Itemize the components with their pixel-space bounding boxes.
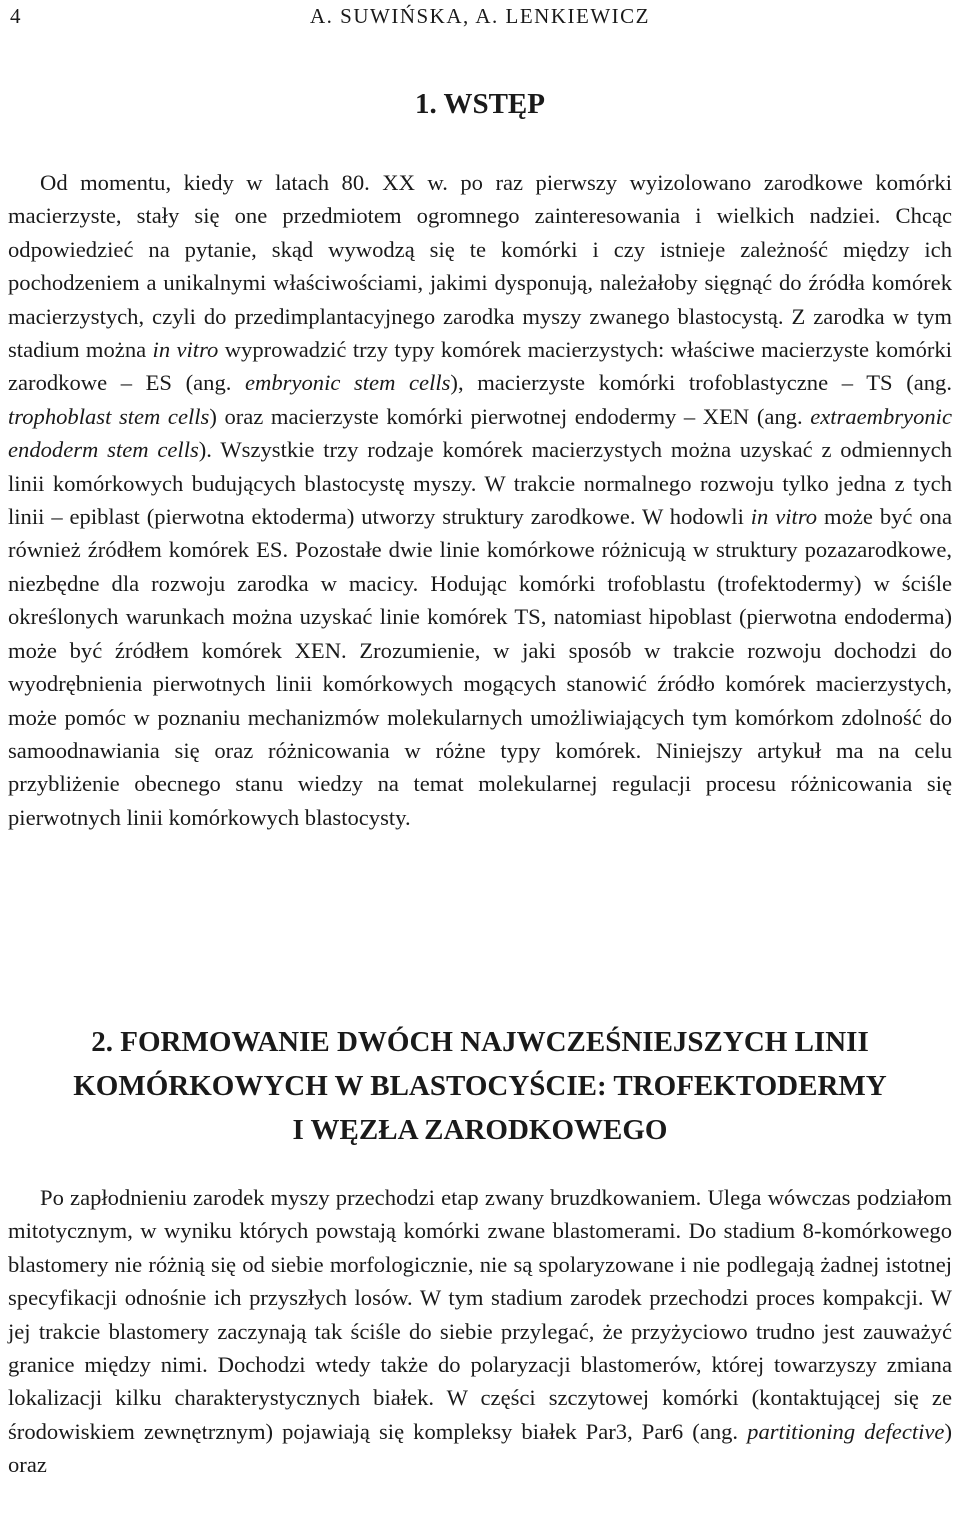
- italic-term: partitioning defective: [747, 1418, 945, 1444]
- text-run: Od momentu, kiedy w latach 80. XX w. po raz pierwszy wyizolowano zarodkowe komórki macierzyste, stały się one przedmiotem ogromnego zainteresowania i wielkich nadziei. Chcąc odpowiedzieć na pytanie, skąd wywodzą się te komórki i czy istnieje zależność między ich pochodzeniem a unikalnymi właściwościami, jakimi dysponują, należałoby sięgnąć do źródła komórek macierzystych, czyli do przedimplantacyjnego zarodka myszy zwanego blastocystą. Z zarodka w tym stadium można: [8, 170, 952, 363]
- section-2-title-line-3: I WĘZŁA ZARODKOWEGO: [292, 1114, 668, 1146]
- text-run: ) oraz: [8, 1418, 952, 1478]
- page-number: 4: [10, 4, 22, 28]
- italic-term: trophoblast stem cells: [8, 403, 210, 429]
- section-2-title-line-1: 2. FORMOWANIE DWÓCH NAJWCZEŚNIEJSZYCH LINII: [91, 1026, 869, 1058]
- section-1-heading: [10, 82, 950, 126]
- text-run: Po zapłodnieniu zarodek myszy przechodzi etap zwany bruzdkowaniem. Ulega wówczas podziałom mitotycznym, w wyniku których powstają komórki zwane blastomerami. Do stadium 8-komórkowego blastomery nie różnią się od siebie morfologicznie, nie są spolaryzowane i nie podlegają żadnej istotnej specyfikacji odnośnie ich przyszłych losów. W tym stadium zarodek przechodzi proces kompakcji. W jej trakcie blastomery zaczynają tak ściśle do siebie przylegać, że przyżyciowo trudno jest zauważyć granice między nimi. Dochodzi wtedy także do polaryzacji blastomerów, której towarzyszy zmiana lokalizacji kilku charakterystycznych białek. W części szczytowej komórki (kontaktującej się ze środowiskiem zewnętrznym) pojawiają się kompleksy białek Par3, Par6 (ang.: [8, 1185, 952, 1444]
- italic-term: embryonic stem cells: [245, 370, 451, 396]
- section-2-paragraph: [8, 1181, 952, 1482]
- text-run: ) oraz macierzyste komórki pierwotnej endodermy – XEN (ang.: [209, 403, 811, 429]
- italic-term: in vitro: [152, 337, 219, 363]
- text-run: ), macierzyste komórki trofoblastyczne – TS (ang.: [450, 370, 953, 396]
- section-1-title: 1. WSTĘP: [414, 88, 545, 120]
- text-run: może być ona również źródłem komórek ES. Pozostałe dwie linie komórkowe różnicują w struktury pozazarodkowe, niezbędne dla rozwoju zarodka w macicy. Hodując komórki trofoblastu (trofektodermy) w ściśle określonych warunkach można uzyskać linie komórek TS, natomiast hipoblast (pierwotna endoderma) może być źródłem komórek XEN. Zrozumienie, w jaki sposób w trakcie rozwoju dochodzi do wyodrębnienia pierwotnych linii komórkowych mogących stanowić źródło komórek macierzystych, może pomóc w poznaniu mechanizmów molekularnych umożliwiających tym komórkom zdolność do samoodnawiania się oraz różnicowania w różne typy komórek. Niniejszy artykuł ma na celu przybliżenie obecnego stanu wiedzy na temat molekularnej regulacji procesu różnicowania się pierwotnych linii komórkowych blastocysty.: [8, 504, 952, 830]
- running-head-authors: A. SUWIŃSKA, A. LENKIEWICZ: [310, 4, 650, 28]
- running-head: [10, 4, 950, 30]
- text-run: ). Wszystkie trzy rodzaje komórek macierzystych można uzyskać z odmiennych linii komórkowych budujących blastocystę myszy. W trakcie normalnego rozwoju tylko jedna z tych linii – epiblast (pierwotna ektoderma) utworzy struktury zarodkowe. W hodowli: [8, 437, 952, 530]
- section-1-paragraph: [8, 166, 952, 834]
- italic-term: extraembryonic endoderm stem cells: [8, 403, 952, 463]
- section-2-heading: [10, 1020, 950, 1152]
- text-run: wyprowadzić trzy typy komórek macierzystych: właściwe macierzyste komórki zarodkowe – ES (ang.: [8, 337, 952, 396]
- italic-term: in vitro: [750, 504, 818, 530]
- section-2-title-line-2: KOMÓRKOWYCH W BLASTOCYŚCIE: TROFEKTODERMY: [73, 1070, 887, 1102]
